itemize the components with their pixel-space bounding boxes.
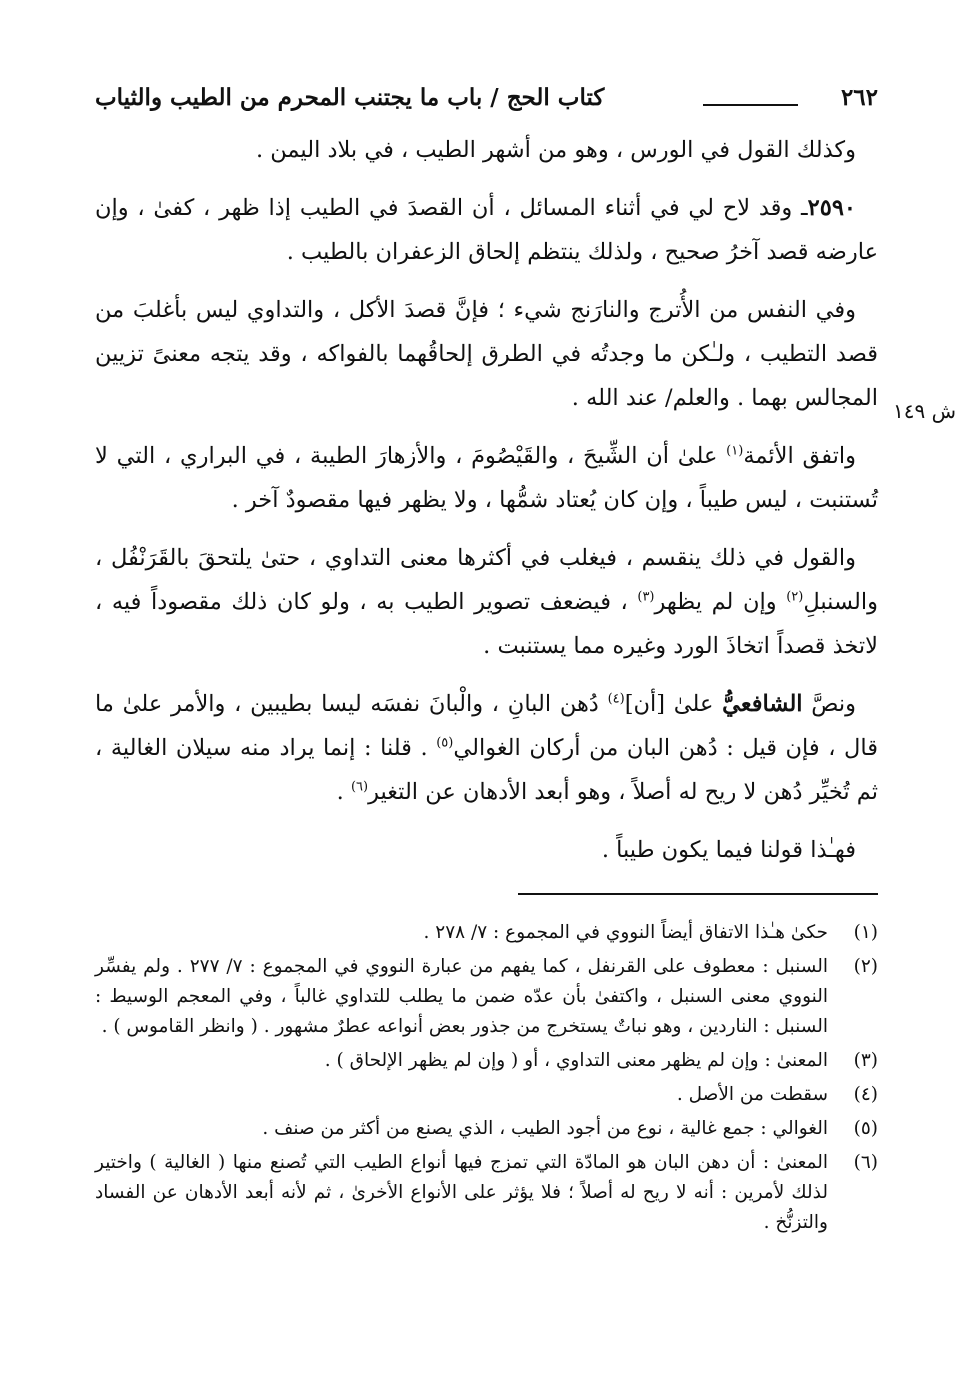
- paragraph-text: والقول في ذلك ينقسم ، فيغلب في أكثرها معنى التداوي ، حتىٰ يلتحقَ بالقَرَنْفُل ، والسنبلِ: [95, 545, 878, 615]
- paragraph-imams-agreement: [95, 434, 878, 522]
- issue-number: ٢٥٩٠: [807, 195, 856, 221]
- footnote-text: حكىٰ هـٰذا الاتفاق أيضاً النووي في المجموع : ٧/ ٢٧٨ .: [423, 922, 828, 943]
- paragraph-division: [95, 536, 878, 668]
- footnotes: [95, 918, 878, 1242]
- footnote-text: سقطت من الأصل .: [676, 1084, 828, 1105]
- paragraph-2590: [95, 186, 878, 274]
- footnote-number: (٥): [853, 1118, 878, 1139]
- footnote-ref-1[interactable]: (١): [726, 443, 744, 459]
- paragraph-text: واتفق الأئمة: [743, 443, 856, 469]
- footnote-2: [95, 952, 878, 1042]
- paragraph-text: علىٰ أن الشِّيحَ ، والقَيْصُومَ ، والأزهارَ الطيبة ، في البراري ، التي لا تُستنبت ، ليس طيباً ، وإن كان يُعتاد شمُّها ، ولا يظهر فيها مقصودٌ آخر .: [95, 443, 878, 513]
- paragraph-text: دُهن البانِ ، والْبانَ نفسَه ليسا بطيبين ، والأمر علىٰ ما قال ، فإن قيل : دُهن البان من أركان الغوالي: [95, 691, 878, 761]
- footnote-ref-4[interactable]: (٤): [607, 691, 625, 707]
- scholar-name: الشافعيُّ: [722, 691, 803, 717]
- header-rule: [703, 104, 798, 106]
- footnote-ref-2[interactable]: (٢): [786, 589, 804, 605]
- footnote-number: (٢): [853, 956, 878, 977]
- footnote-number: (٣): [853, 1050, 878, 1071]
- footnote-text: السنبل : معطوف على القرنفل ، كما يفهم من عبارة النووي في المجموع : ٧/ ٢٧٧ . ولم يفسِّر النووي معنى السنبل ، واكتفىٰ بأن عدّه ضمن ما يطلب للتداوي غالباً ، وفي المعجم الوسيط : السنبل : الناردين ، وهو نباتٌ يستخرج من جذور بعض أنواعه عطرٌ مشهور . ( وانظر القاموس ) .: [95, 956, 828, 1037]
- margin-page-reference: ش ١٤٩: [892, 399, 956, 423]
- footnote-text: الغوالي : جمع غالية ، نوع من أجود الطيب ، الذي يصنع من أكثر من صنف .: [262, 1118, 828, 1139]
- paragraph-text: ، فيضعف تصوير الطيب به ، ولو كان ذلك مقصوداً فيه ، لاتخذ قصداً اتخاذَ الورد وغيره مما يستنبت .: [95, 589, 878, 659]
- footnote-3: [95, 1046, 878, 1076]
- footnote-4: [95, 1080, 878, 1110]
- footnote-ref-6[interactable]: (٦): [350, 779, 369, 795]
- paragraph-text: وإن لم يظهر: [654, 589, 787, 615]
- paragraph-shafii: [95, 682, 878, 814]
- paragraph-text: وكذلك القول في الورس ، وهو من أشهر الطيب ، في بلاد اليمن .: [255, 137, 856, 163]
- footnote-1: [95, 918, 878, 948]
- paragraph-text: . قلنا : إنما يراد منه سيلان الغالية ، ثم تُخيِّر دُهن لا ريح له أصلاً ، وهو أبعد الأدهان عن التغير: [95, 735, 878, 805]
- footnote-text: المعنىٰ : أن دهن البان هو المادّة التي تمزج فيها أنواع الطيب التي تُصنع منها ( الغالية ) واختير لذلك لأمرين : أنه لا ريح له أصلاً ؛ فلا يؤثر على الأنواع الأخرىٰ ، ثم لأنه أبعد الأدهان عن الفساد والتزنُّخ .: [95, 1152, 828, 1233]
- paragraph-text: فهـٰذا قولنا فيما يكون طيباً .: [601, 837, 856, 863]
- paragraph-wars: [95, 128, 878, 172]
- header-title: كتاب الحج / باب ما يجتنب المحرم من الطيب والثياب: [95, 84, 605, 111]
- footnote-separator: [518, 893, 878, 895]
- paragraph-text: ونصَّ: [802, 691, 856, 717]
- footnote-5: [95, 1114, 878, 1144]
- footnote-ref-3[interactable]: (٣): [637, 589, 655, 605]
- paragraph-text: .: [336, 779, 351, 805]
- paragraph-utruj: [95, 288, 878, 420]
- paragraph-text: علىٰ [أن]: [624, 691, 723, 717]
- footnote-number: (١): [853, 922, 878, 943]
- footnote-6: [95, 1148, 878, 1238]
- footnote-number: (٦): [853, 1152, 878, 1173]
- page-number: ٢٦٢: [840, 84, 878, 111]
- footnote-text: المعنىٰ : وإن لم يظهر معنى التداوي ، أو ( وإن لم يظهر الإلحاق ) .: [324, 1050, 828, 1071]
- footnote-number: (٤): [853, 1084, 878, 1105]
- paragraph-text: وفي النفس من الأُترج والنارَنج شيء ؛ فإنَّ قصدَ الأكل ، والتداوي ليس بأغلبَ من قصد التطيب ، ولـٰكن ما وجدتُه في الطرق إلحاقُهما بالفواكه ، وقد يتجه معنىً تزيين المجالس بهما . والعلم/ عند الله .: [95, 297, 878, 411]
- footnote-ref-5[interactable]: (٥): [436, 735, 454, 751]
- running-header: [95, 84, 878, 120]
- paragraph-conclusion: [95, 828, 878, 872]
- main-text: [95, 128, 878, 886]
- paragraph-text: ـ وقد لاح لي في أثناء المسائل ، أن القصدَ في الطيب إذا ظهر ، كفىٰ ، وإن عارضه قصد آخرُ صحيح ، ولذلك ينتظم إلحاق الزعفران بالطيب .: [95, 195, 878, 265]
